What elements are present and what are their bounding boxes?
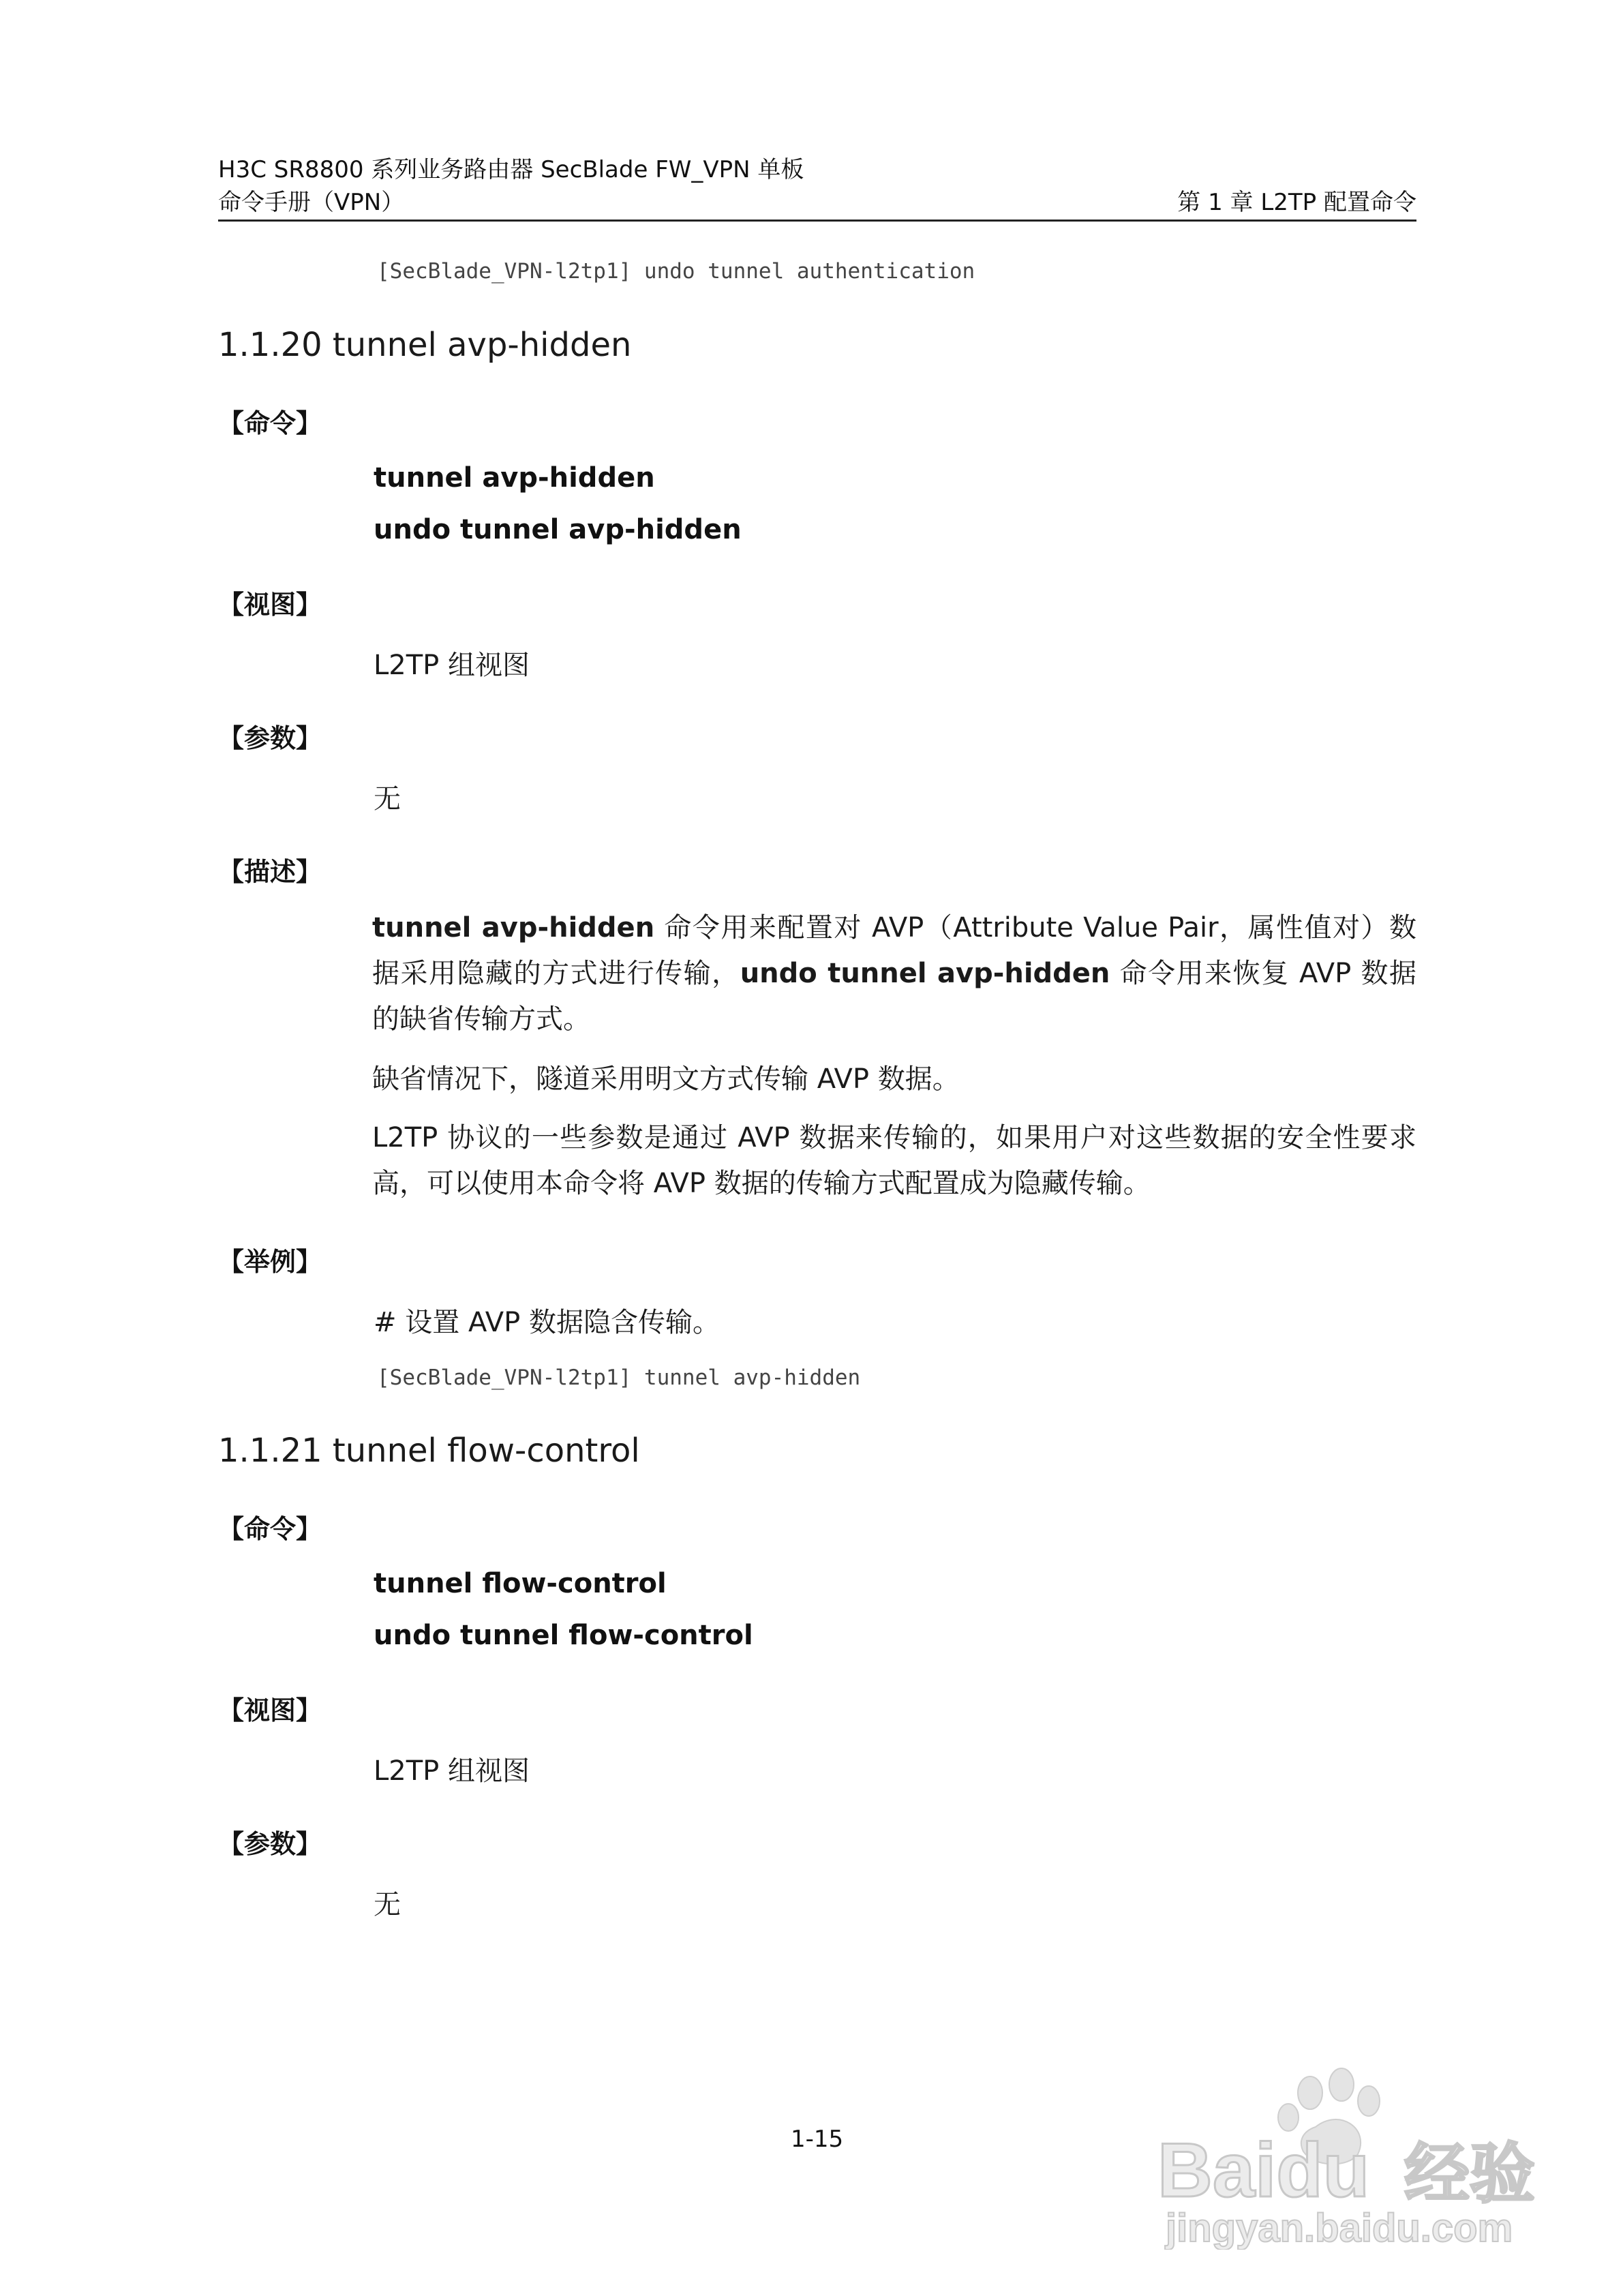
label-parameters: 【参数】 bbox=[218, 723, 322, 753]
header-rule bbox=[218, 220, 1416, 222]
description-paragraph-2: 缺省情况下，隧道采用明文方式传输 AVP 数据。 bbox=[372, 1063, 960, 1095]
header-manual-title: 命令手册（VPN） bbox=[218, 189, 405, 216]
label-example: 【举例】 bbox=[218, 1247, 322, 1277]
command-syntax: tunnel avp-hidden bbox=[374, 462, 655, 494]
header-chapter: 第 1 章 L2TP 配置命令 bbox=[1177, 189, 1416, 216]
description-text: 命令用来配置对 AVP（Attribute Value Pair，属性值对）数据采用隐藏的方式进行传输， bbox=[372, 912, 1416, 989]
watermark-brand: Baidu bbox=[1157, 2128, 1370, 2213]
code-example-prev: [SecBlade_VPN-l2tp1] undo tunnel authentication bbox=[377, 259, 975, 284]
label-parameters: 【参数】 bbox=[218, 1829, 322, 1859]
label-description: 【描述】 bbox=[218, 857, 322, 887]
section-heading-1-1-21: 1.1.21 tunnel flow-control bbox=[218, 1432, 640, 1470]
view-text: L2TP 组视图 bbox=[374, 650, 530, 681]
section-heading-1-1-20: 1.1.20 tunnel avp-hidden bbox=[218, 326, 632, 364]
view-text: L2TP 组视图 bbox=[374, 1755, 530, 1787]
command-syntax: tunnel flow-control bbox=[374, 1568, 667, 1599]
header-product-title: H3C SR8800 系列业务路由器 SecBlade FW_VPN 单板 bbox=[218, 156, 804, 183]
description-text-cont: 命令用来恢复 AVP 数据的缺省传输方式。 bbox=[372, 958, 1416, 1035]
command-keyword: tunnel avp-hidden bbox=[372, 912, 655, 943]
command-syntax-undo: undo tunnel flow-control bbox=[374, 1620, 753, 1651]
baidu-jingyan-watermark bbox=[1152, 2066, 1547, 2250]
command-syntax-undo: undo tunnel avp-hidden bbox=[374, 514, 742, 545]
watermark-brand-cn: 经验 bbox=[1404, 2136, 1535, 2212]
parameters-text: 无 bbox=[374, 783, 401, 815]
watermark-url: jingyan.baidu.com bbox=[1166, 2206, 1513, 2250]
code-example: [SecBlade_VPN-l2tp1] tunnel avp-hidden bbox=[377, 1365, 861, 1390]
label-command: 【命令】 bbox=[218, 1514, 322, 1544]
label-command: 【命令】 bbox=[218, 408, 322, 438]
label-view: 【视图】 bbox=[218, 590, 322, 620]
label-view: 【视图】 bbox=[218, 1695, 322, 1725]
example-comment: # 设置 AVP 数据隐含传输。 bbox=[374, 1307, 720, 1338]
page-number: 1-15 bbox=[791, 2126, 844, 2153]
parameters-text: 无 bbox=[374, 1889, 401, 1920]
description-paragraph-1 bbox=[372, 905, 1416, 1042]
description-paragraph-3: L2TP 协议的一些参数是通过 AVP 数据来传输的，如果用户对这些数据的安全性要求高，可以使用本命令将 AVP 数据的传输方式配置成为隐藏传输。 bbox=[372, 1122, 1416, 1199]
command-keyword-undo: undo tunnel avp-hidden bbox=[740, 958, 1110, 989]
